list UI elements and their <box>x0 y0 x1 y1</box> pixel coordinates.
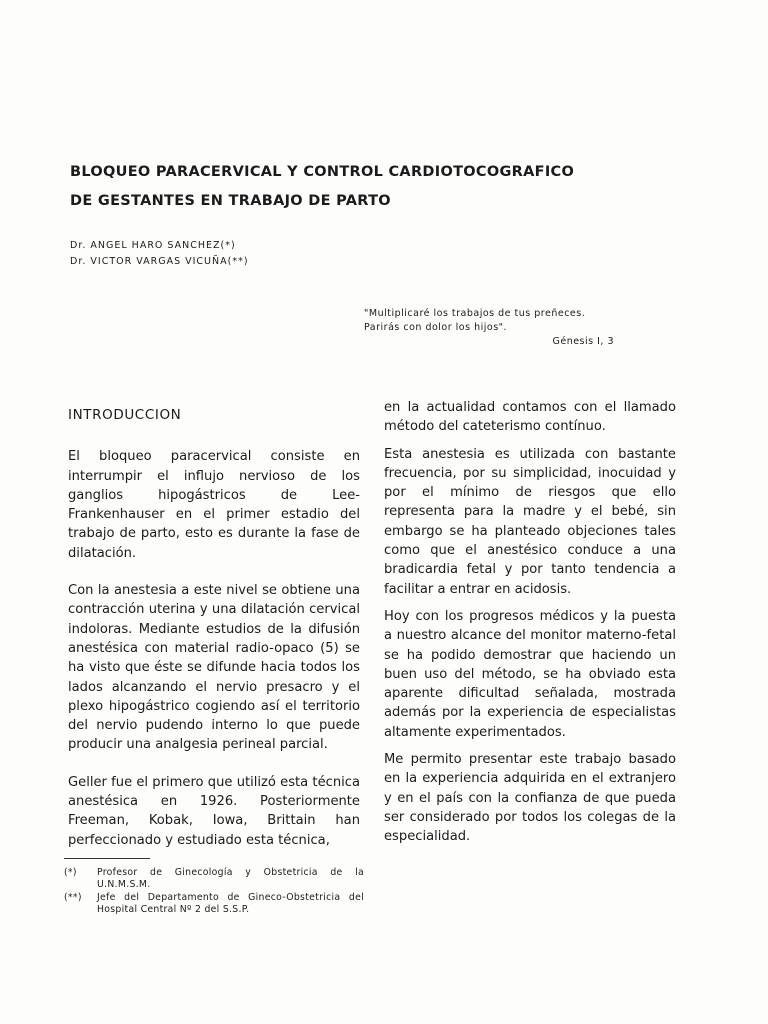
paragraph: Con la anestesia a este nivel se obtiene una contracción uterina y una dilatación cervical indoloras. Mediante estudios de la difusión anestésica con material radio-opaco (5) se ha visto que éste se difunde hacia todos los lados alcanzando el nervio presacro y el plexo hipogástrico cogiendo así el territorio del nervio pudendo interno lo que puede producir una analgesia perineal parcial. <box>68 583 360 753</box>
title-line-1: BLOQUEO PARACERVICAL Y CONTROL CARDIOTOCOGRAFICO <box>70 164 575 180</box>
epigraph-line-2: Parirás con dolor los hijos". <box>364 322 508 333</box>
paragraph: Esta anestesia es utilizada con bastante frecuencia, por su simplicidad, inocuidad y por el mínimo de riesgos que ello representa para la madre y el bebé, sin embargo se ha planteado objeciones tales como que el anestésico conduce a una bradicardia fetal y por tanto tendencia a facilitar a entrar en acidosis. <box>384 446 676 597</box>
footnote-2 <box>64 892 364 917</box>
article-title <box>70 158 710 216</box>
paragraph: Geller fue el primero que utilizó esta técnica anestésica en 1926. Posteriormente Freeman, Kobak, Iowa, Brittain han perfeccionado y estudiado esta técnica, <box>68 774 360 848</box>
title-line-2: DE GESTANTES EN TRABAJO DE PARTO <box>70 193 391 209</box>
footnote-text: Jefe del Departamento de Gineco-Obstetricia del Hospital Central Nº 2 del S.S.P. <box>97 891 364 916</box>
footnote-mark: (**) <box>64 891 82 903</box>
author-2: Dr. VICTOR VARGAS VICUÑA(**) <box>70 256 249 267</box>
footnote-mark: (*) <box>64 867 77 878</box>
epigraph-source: Génesis I, 3 <box>552 336 614 347</box>
author-1: Dr. ANGEL HARO SANCHEZ(*) <box>70 240 236 251</box>
left-column <box>68 406 360 850</box>
right-column <box>384 398 676 847</box>
paragraph: Me permito presentar este trabajo basado en la experiencia adquirida en el extranjero y en el país con la confianza de que pueda ser considerado por todos los colegas de la especialidad. <box>384 752 676 845</box>
paragraph: en la actualidad contamos con el llamado método del cateterismo contínuo. <box>384 400 676 435</box>
footnotes <box>64 867 364 917</box>
footnote-1 <box>64 867 364 892</box>
paragraph: El bloqueo paracervical consiste en interrumpir el influjo nervioso de los ganglios hipogástricos de Lee-Frankenhauser en el primer estadio del trabajo de parto, esto es durante la fase de dilatación. <box>68 449 360 561</box>
footnote-divider <box>64 858 150 859</box>
epigraph <box>364 307 626 349</box>
epigraph-line-1: "Multiplicaré los trabajos de tus preñeces. <box>364 308 586 319</box>
section-heading: INTRODUCCION <box>68 407 182 423</box>
footnote-text: Profesor de Ginecología y Obstetricia de la U.N.M.S.M. <box>97 867 364 891</box>
paragraph: Hoy con los progresos médicos y la puesta a nuestro alcance del monitor materno-fetal se ha podido demostrar que haciendo un buen uso del método, se ha obviado esta aparente dificultad señalada, mostrada además por la experiencia de especialistas altamente experimentados. <box>384 608 676 740</box>
author-list <box>70 238 470 270</box>
